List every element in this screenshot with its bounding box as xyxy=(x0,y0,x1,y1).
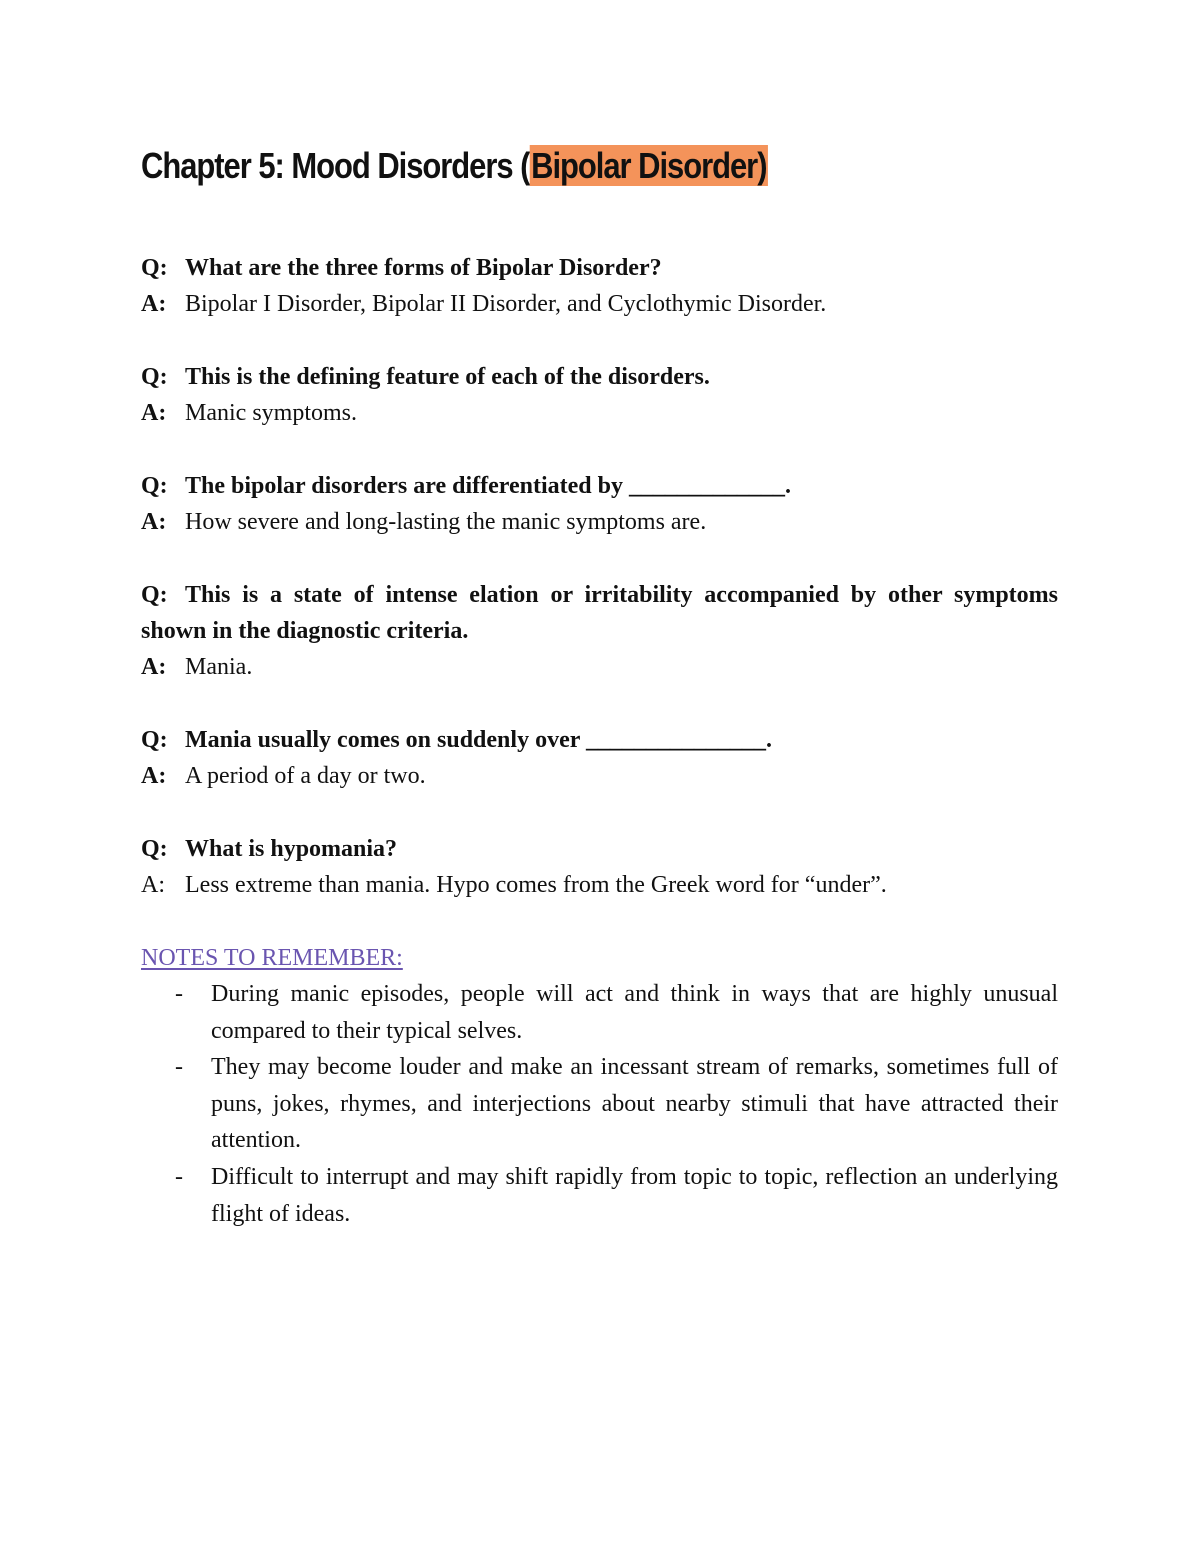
answer-prefix: A: xyxy=(141,400,167,426)
qa-item xyxy=(141,468,1058,540)
note-text: They may become louder and make an incessant stream of remarks, sometimes full of puns, jokes, rhymes, and interjections about nearby stimuli that have attracted their attention. xyxy=(211,1054,1058,1154)
answer-text: Bipolar I Disorder, Bipolar II Disorder, and Cyclothymic Disorder. xyxy=(185,291,827,317)
page-title xyxy=(141,140,768,192)
qa-item xyxy=(141,722,1058,794)
question-prefix: Q: xyxy=(141,727,168,753)
question-prefix: Q: xyxy=(141,473,168,499)
bullet-dash: - xyxy=(175,981,183,1007)
question xyxy=(141,359,1058,395)
qa-item xyxy=(141,831,1058,903)
question xyxy=(141,577,1058,649)
question-prefix: Q: xyxy=(141,582,168,608)
question-text: What is hypomania? xyxy=(185,836,398,862)
answer-text: How severe and long-lasting the manic symptoms are. xyxy=(185,509,707,535)
question xyxy=(141,250,1058,286)
question-text: Mania usually comes on suddenly over _______________. xyxy=(185,727,772,753)
list-item xyxy=(141,1159,1058,1232)
question-text: What are the three forms of Bipolar Disorder? xyxy=(185,255,662,281)
qa-item xyxy=(141,577,1058,685)
question-prefix: Q: xyxy=(141,836,168,862)
answer-text: Mania. xyxy=(185,654,253,680)
list-item xyxy=(141,976,1058,1049)
question xyxy=(141,722,1058,758)
answer-text: Manic symptoms. xyxy=(185,400,357,426)
note-text: During manic episodes, people will act and think in ways that are highly unusual compared to their typical selves. xyxy=(211,981,1058,1044)
answer-text: Less extreme than mania. Hypo comes from the Greek word for “under”. xyxy=(185,872,887,898)
answer-prefix: A: xyxy=(141,291,167,317)
question-text: This is a state of intense elation or irritability accompanied by other symptoms shown in the diagnostic criteria. xyxy=(141,582,1058,644)
answer xyxy=(141,649,1058,685)
question-text: The bipolar disorders are differentiated by _____________. xyxy=(185,473,791,499)
bullet-dash: - xyxy=(175,1163,183,1190)
answer-prefix: A: xyxy=(141,654,167,680)
question xyxy=(141,831,1058,867)
question-text: This is the defining feature of each of the disorders. xyxy=(185,364,710,390)
question-prefix: Q: xyxy=(141,364,168,390)
answer xyxy=(141,867,1058,903)
answer-prefix: A: xyxy=(141,763,167,789)
question xyxy=(141,468,1058,504)
answer-prefix: A: xyxy=(141,509,167,535)
answer-text: A period of a day or two. xyxy=(185,763,426,789)
notes-heading: NOTES TO REMEMBER: xyxy=(141,945,403,971)
title-highlight: Bipolar Disorder) xyxy=(531,145,767,186)
title-main: Chapter 5: Mood Disorders ( xyxy=(141,145,530,186)
answer-prefix: A: xyxy=(141,872,165,898)
qa-item xyxy=(141,359,1058,431)
list-item xyxy=(141,1049,1058,1159)
answer xyxy=(141,758,1058,794)
question-prefix: Q: xyxy=(141,255,168,281)
qa-item xyxy=(141,250,1058,322)
answer xyxy=(141,286,1058,322)
bullet-dash: - xyxy=(175,1054,183,1081)
notes-list xyxy=(141,976,1058,1232)
note-text: Difficult to interrupt and may shift rapidly from topic to topic, reflection an underlying flight of ideas. xyxy=(211,1163,1058,1227)
answer xyxy=(141,504,1058,540)
answer xyxy=(141,395,1058,431)
